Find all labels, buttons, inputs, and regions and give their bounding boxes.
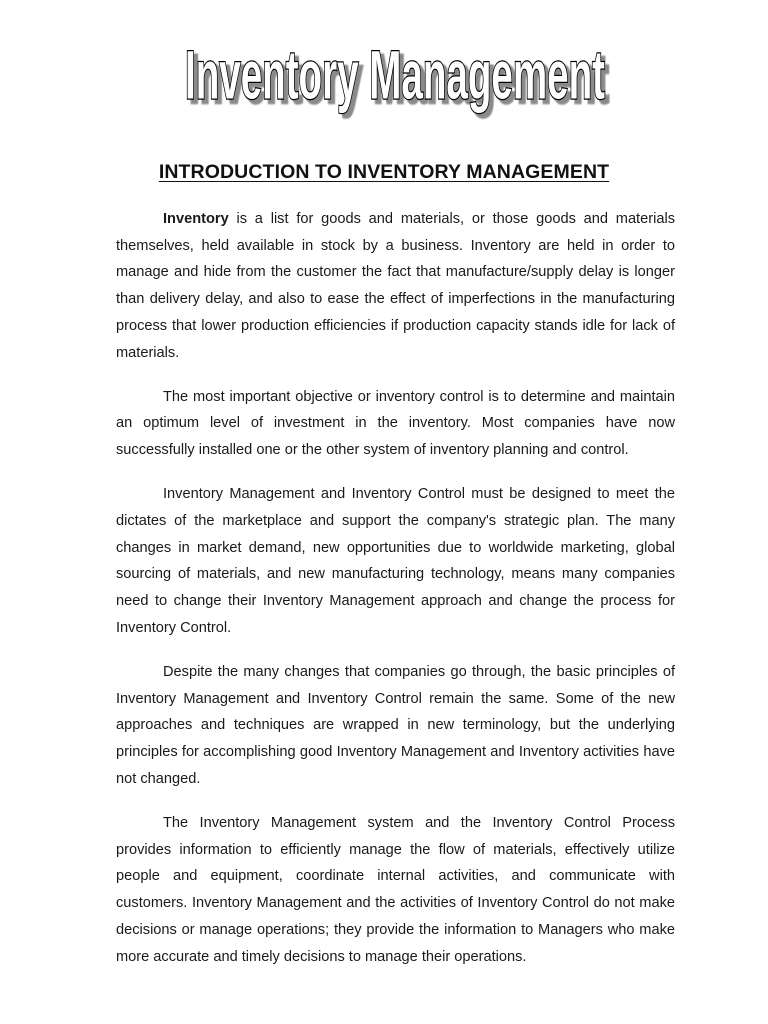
paragraph-text: Despite the many changes that companies go through, the basic principles of Inventory Management and Inventory Control remain the same. Some of the new approaches and techniques are wrapped in new terminology, but the underlying principles for accomplishing good Inventory Management and Inventory activities have not changed. [116, 664, 675, 787]
paragraph-lead: Inventory [163, 211, 229, 227]
body-text [116, 206, 675, 988]
wordart-title-graphic [170, 50, 620, 120]
paragraph [116, 206, 675, 366]
wordart-title-text: Inventory Management [185, 50, 606, 114]
paragraph-text: Inventory Management and Inventory Control must be designed to meet the dictates of the marketplace and support the company's strategic plan. The many changes in market demand, new opportunities due to worldwide marketing, global sourcing of materials, and new manufacturing technology, means many companies need to change their Inventory Management approach and change the process for Inventory Control. [116, 486, 675, 636]
wordart-title [170, 50, 620, 120]
page-heading: INTRODUCTION TO INVENTORY MANAGEMENT [158, 161, 610, 183]
paragraph-text: The most important objective or inventory control is to determine and maintain an optimum level of investment in the inventory. Most companies have now successfully installed one or the other system of inventory planning and control. [116, 388, 675, 459]
paragraph [116, 481, 675, 641]
paragraph [116, 810, 675, 970]
paragraph [116, 659, 675, 793]
wordart-title-shadow: Inventory Management [189, 50, 610, 118]
paragraph-text: is a list for goods and materials, or those goods and materials themselves, held available in stock by a business. Inventory are held in order to manage and hide from the customer the fact that manufacture/supply delay is longer than delivery delay, and also to ease the effect of imperfections in the manufacturing process that lower production efficiencies if production capacity stands idle for lack of materials. [116, 211, 675, 361]
paragraph [116, 384, 675, 464]
paragraph-text: The Inventory Management system and the Inventory Control Process provides information to efficiently manage the flow of materials, effectively utilize people and equipment, coordinate internal activities, and communicate with customers. Inventory Management and the activities of Inventory Control do not make decisions or manage operations; they provide the information to Managers who make more accurate and timely decisions to manage their operations. [116, 815, 675, 965]
